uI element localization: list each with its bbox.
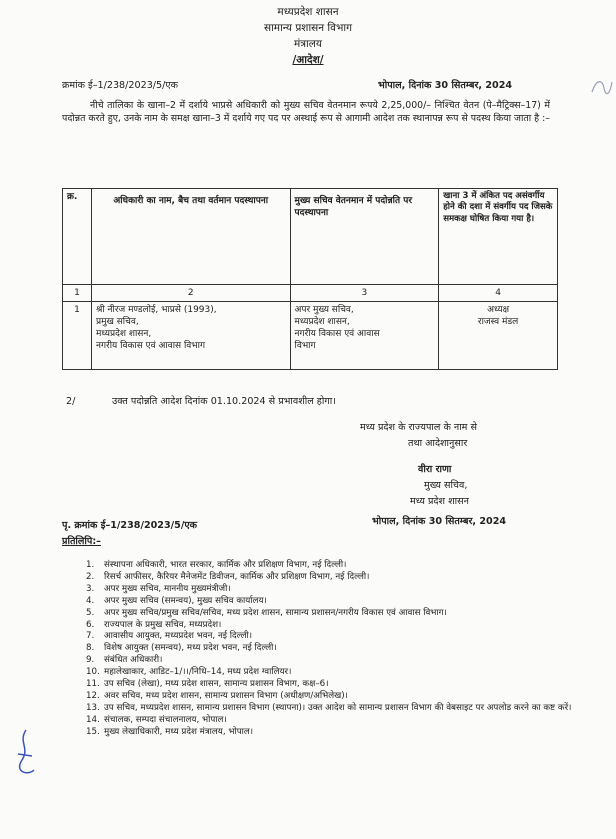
header-officer: अधिकारी का नाम, बैच तथा वर्तमान पदस्थापना xyxy=(91,189,290,285)
list-item: 15. मुख्य लेखाधिकारी, मध्य प्रदेश मंत्रालय, भोपाल। xyxy=(86,726,254,737)
row-officer xyxy=(91,302,290,370)
list-item: 4. अपर मुख्य सचिव (समन्वय), मुख्य सचिव कार्यालय। xyxy=(86,595,267,606)
col-number-1: 1 xyxy=(63,285,92,302)
endorsement-number: पृ. क्रमांक ई–1/238/2023/5/एक xyxy=(62,520,198,531)
equivalent-line: राजस्व मंडल xyxy=(477,317,519,327)
list-item: 6. राज्यपाल के प्रमुख सचिव, मध्यप्रदेश। xyxy=(86,619,222,630)
effective-date-paragraph: उक्त पदोन्नति आदेश दिनांक 01.10.2024 से प्रभावशील होगा। xyxy=(112,396,336,407)
by-order-line: तथा आदेशानुसार xyxy=(408,438,468,449)
intro-paragraph: नीचे तालिका के खाना–2 में दर्शाये भाप्रसे अधिकारी को मुख्य सचिव वेतनमान रूपये 2,25,000/– निश्चित वेतन (पे–मैट्रिक्स–17) में पदोन्नत करते हुए, उनके नाम के समक्ष खाना–3 में दर्शाये गए पद पर अस्थाई रूप से आगामी आदेश तक स्थानापन्न रूप से पदस्थ किया जाता है :– xyxy=(62,100,550,125)
posting-line: मध्यप्रदेश शासन, xyxy=(294,317,350,327)
endorsement-date: भोपाल, दिनांक 30 सितम्बर, 2024 xyxy=(372,516,507,527)
posting-line: नगरीय विकास एवं आवास xyxy=(294,329,380,339)
order-date: भोपाल, दिनांक 30 सितम्बर, 2024 xyxy=(378,80,513,91)
col-number-4: 4 xyxy=(439,285,558,302)
department-heading: सामान्य प्रशासन विभाग xyxy=(263,22,352,34)
officer-line: मध्यप्रदेश शासन, xyxy=(95,329,152,339)
list-item: 10. महालेखाकार, आडिट–1/।।/निधि–14, मध्य प्रदेश ग्वालियर। xyxy=(86,667,292,678)
header-equivalent: खाना 3 में अंकित पद असंवर्गीय होने की दशा में संवर्गीय पद जिसके समकक्ष घोषित किया गया है। xyxy=(439,189,558,285)
col-number-2: 2 xyxy=(91,285,290,302)
posting-table xyxy=(62,188,558,370)
row-equivalent xyxy=(439,302,558,370)
list-item: 3. अपर मुख्य सचिव, माननीय मुख्यमंत्रीजी। xyxy=(86,583,231,594)
copy-to-label: प्रतिलिपि:– xyxy=(62,536,101,547)
governor-name-line: मध्य प्रदेश के राज्यपाल के नाम से xyxy=(360,422,477,433)
handwritten-initial-icon xyxy=(12,726,40,782)
officer-line: प्रमुख सचिव, xyxy=(95,317,139,327)
copy-list xyxy=(86,560,576,739)
list-item: 13. उप सचिव, मध्यप्रदेश शासन, सामान्य प्रशासन विभाग (स्थापना)। उक्त आदेश को सामान्य प्रशासन विभाग की वेबसाइट पर अपलोड करने का कष्ट करें। xyxy=(86,702,572,713)
col-number-3: 3 xyxy=(290,285,439,302)
posting-line: अपर मुख्य सचिव, xyxy=(294,305,354,315)
list-item: 9. संबंधित अधिकारी। xyxy=(86,655,163,666)
officer-line: श्री नीरज मण्डलोई, भाप्रसे (1993), xyxy=(95,305,217,315)
office-heading: मंत्रालय xyxy=(293,38,322,50)
para2-number: 2/ xyxy=(66,396,76,407)
row-posting xyxy=(290,302,439,370)
doc-type-heading: /आदेश/ xyxy=(292,54,324,66)
list-item: 14. संचालक, सम्पदा संचालनालय, भोपाल। xyxy=(86,714,227,725)
list-item: 12. अवर सचिव, मध्य प्रदेश शासन, सामान्य प्रशासन विभाग (अधीक्षण/अभिलेख)। xyxy=(86,690,348,701)
order-number: क्रमांक ई–1/238/2023/5/एक xyxy=(62,80,179,91)
header-sr: क्र. xyxy=(63,189,92,285)
posting-line: विभाग xyxy=(294,341,316,351)
list-item: 7. आवासीय आयुक्त, मध्यप्रदेश भवन, नई दिल्ली। xyxy=(86,631,252,642)
list-item: 11. उप सचिव (लेखा), मध्य प्रदेश शासन, सामान्य प्रशासन विभाग, कक्ष–6। xyxy=(86,679,329,690)
list-item: 2. रिसर्च आफीसर, कैरियर मैनेजमेंट डिवीजन, कार्मिक और प्रशिक्षण विभाग, नई दिल्ली। xyxy=(86,571,370,582)
signatory-designation: मुख्य सचिव, xyxy=(424,480,468,491)
list-item: 5. अपर मुख्य सचिव/प्रमुख सचिव/सचिव, मध्य प्रदेश शासन, सामान्य प्रशासन/नगरीय विकास एवं आवास विभाग। xyxy=(86,607,447,618)
officer-line: नगरीय विकास एवं आवास विभाग xyxy=(95,341,206,351)
header-posting: मुख्य सचिव वेतनमान में पदोन्नति पर पदस्थापना xyxy=(290,189,439,285)
handwritten-mark-icon xyxy=(588,74,614,100)
equivalent-line: अध्यक्ष xyxy=(487,305,510,315)
list-item: 8. विशेष आयुक्त (समन्वय), मध्य प्रदेश भवन, नई दिल्ली। xyxy=(86,643,277,654)
signatory-state: मध्य प्रदेश शासन xyxy=(410,496,469,507)
signatory-name: वीरा राणा xyxy=(418,464,452,475)
list-item: 1. संस्थापना अधिकारी, भारत सरकार, कार्मिक और प्रशिक्षण विभाग, नई दिल्ली। xyxy=(86,560,347,570)
row-sr: 1 xyxy=(63,302,92,370)
government-heading: मध्यप्रदेश शासन xyxy=(277,6,339,18)
